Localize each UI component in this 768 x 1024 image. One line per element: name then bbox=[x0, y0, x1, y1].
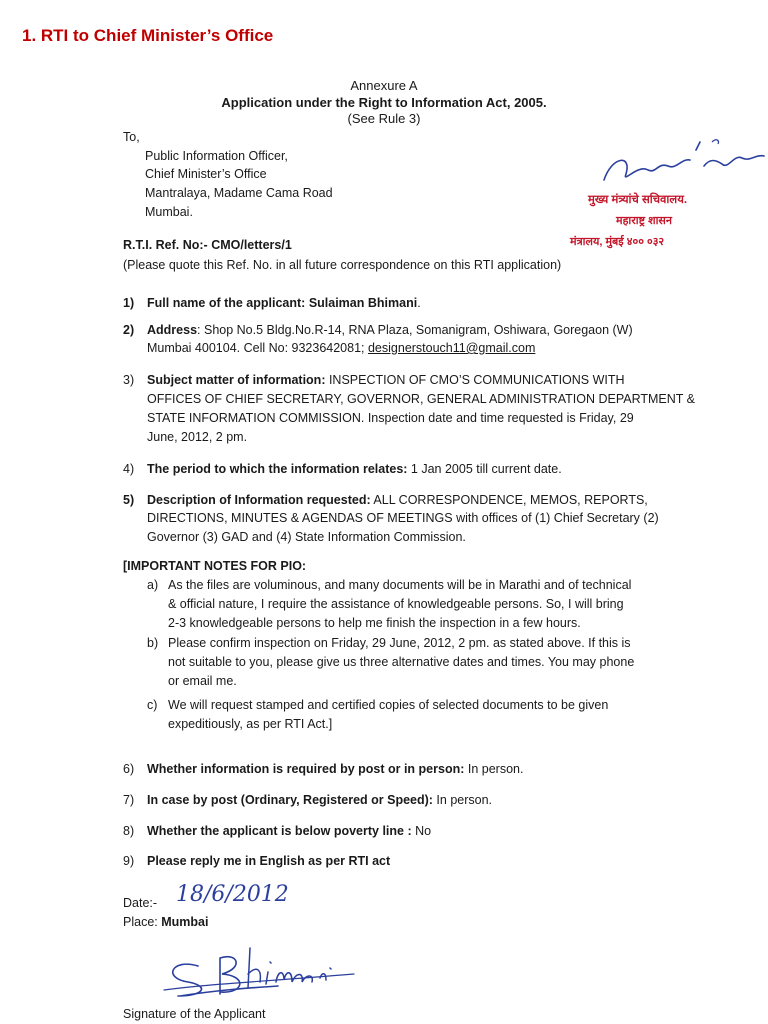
stamp-line-1: मुख्य मंत्र्यांचे सचिवालय. bbox=[588, 194, 688, 206]
item-5-line: DIRECTIONS, MINUTES & AGENDAS OF MEETINGS with offices of (1) Chief Secretary (2) bbox=[147, 511, 659, 525]
item-value: : Shop No.5 Bldg.No.R-14, RNA Plaza, Somanigram, Oshiwara, Goregaon (W) bbox=[197, 323, 633, 337]
item-value: 1 Jan 2005 till current date. bbox=[407, 462, 562, 476]
item-6 bbox=[123, 760, 523, 779]
item-value: No bbox=[411, 824, 432, 838]
item-2-line bbox=[147, 339, 535, 358]
item-number: 9) bbox=[123, 854, 135, 868]
item-label: The period to which the information relates: bbox=[147, 462, 408, 476]
item-number: 1) bbox=[123, 296, 135, 310]
date-value: 18/6/2012 bbox=[176, 882, 289, 907]
item-number: 3) bbox=[123, 373, 135, 387]
item-value: Mumbai 400104. Cell No: 9323642081; bbox=[147, 341, 368, 355]
item-label: Address bbox=[147, 323, 198, 337]
item-label: Please reply me in English as per RTI act bbox=[147, 854, 391, 868]
application-title: Application under the Right to Information Act, 2005. bbox=[221, 95, 547, 110]
item-label: In case by post (Ordinary, Registered or Speed): bbox=[147, 793, 433, 807]
item-label: Subject matter of information: bbox=[147, 373, 326, 387]
section-heading: 1. RTI to Chief Minister’s Office bbox=[22, 26, 274, 45]
ref-note: (Please quote this Ref. No. in all future correspondence on this RTI application) bbox=[123, 258, 562, 272]
date-label: Date:- bbox=[123, 896, 158, 910]
item-3-line: OFFICES OF CHIEF SECRETARY, GOVERNOR, GENERAL ADMINISTRATION DEPARTMENT & bbox=[147, 392, 695, 406]
item-label: Whether information is required by post or in person: bbox=[147, 762, 465, 776]
item-7 bbox=[123, 791, 492, 810]
item-4 bbox=[123, 460, 562, 479]
item-5 bbox=[123, 491, 648, 510]
item-2 bbox=[123, 321, 633, 340]
note-c-line: We will request stamped and certified copies of selected documents to be given bbox=[168, 698, 609, 712]
signature-image bbox=[158, 938, 368, 1002]
item-value: In person. bbox=[464, 762, 524, 776]
place-label: Place: bbox=[123, 915, 158, 929]
rule-note: (See Rule 3) bbox=[347, 111, 421, 126]
signature bbox=[158, 938, 368, 1002]
office-stamp bbox=[570, 136, 768, 256]
signature-caption: Signature of the Applicant bbox=[123, 1007, 266, 1021]
item-3-line: June, 2012, 2 pm. bbox=[147, 430, 248, 444]
annexure-title: Annexure A bbox=[350, 78, 418, 93]
item-number: 4) bbox=[123, 462, 135, 476]
item-3 bbox=[123, 371, 625, 390]
item-number: 2) bbox=[123, 323, 135, 337]
place-value: Mumbai bbox=[161, 915, 209, 929]
note-c-line: expeditiously, as per RTI Act.] bbox=[168, 717, 333, 731]
item-8 bbox=[123, 822, 431, 841]
notes-title: [IMPORTANT NOTES FOR PIO: bbox=[123, 559, 307, 573]
address-line: Public Information Officer, bbox=[145, 149, 288, 163]
item-value: . bbox=[417, 296, 421, 310]
note-b-label: b) bbox=[147, 636, 159, 650]
note-a-line: 2-3 knowledgeable persons to help me finish the inspection in a few hours. bbox=[168, 616, 581, 630]
note-a-line: & official nature, I require the assistance of knowledgeable persons. So, I will bring bbox=[168, 597, 624, 611]
address-line: Chief Minister’s Office bbox=[145, 167, 267, 181]
note-b-line: Please confirm inspection on Friday, 29 June, 2012, 2 pm. as stated above. If this is bbox=[168, 636, 631, 650]
stamp-line-2: महाराष्ट्र शासन bbox=[616, 215, 672, 227]
item-1 bbox=[123, 294, 421, 313]
note-a-line: As the files are voluminous, and many documents will be in Marathi and of technical bbox=[168, 578, 632, 592]
rti-ref-number: R.T.I. Ref. No:- CMO/letters/1 bbox=[123, 238, 292, 252]
address-line: Mumbai. bbox=[145, 205, 193, 219]
item-label: Whether the applicant is below poverty line : bbox=[147, 824, 412, 838]
item-number: 5) bbox=[123, 493, 135, 507]
place-row bbox=[123, 913, 208, 932]
note-a-label: a) bbox=[147, 578, 159, 592]
item-number: 7) bbox=[123, 793, 135, 807]
received-handwriting bbox=[592, 136, 768, 190]
item-number: 8) bbox=[123, 824, 135, 838]
item-9 bbox=[123, 852, 390, 871]
item-label: Full name of the applicant: Sulaiman Bhimani bbox=[147, 296, 418, 310]
item-3-line: STATE INFORMATION COMMISSION. Inspection date and time requested is Friday, 29 bbox=[147, 411, 634, 425]
item-value: In person. bbox=[432, 793, 493, 807]
item-value: INSPECTION OF CMO’S COMMUNICATIONS WITH bbox=[325, 373, 625, 387]
note-b-line: or email me. bbox=[168, 674, 237, 688]
stamp-line-3: मंत्रालय, मुंबई ४०० ०३२ bbox=[570, 236, 665, 248]
address-line: Mantralaya, Madame Cama Road bbox=[145, 186, 333, 200]
note-b-line: not suitable to you, please give us three alternative dates and times. You may phone bbox=[168, 655, 635, 669]
item-number: 6) bbox=[123, 762, 135, 776]
item-label: Description of Information requested: bbox=[147, 493, 371, 507]
to-line: To, bbox=[123, 130, 140, 144]
item-5-line: Governor (3) GAD and (4) State Information Commission. bbox=[147, 530, 466, 544]
note-c-label: c) bbox=[147, 698, 158, 712]
email-link[interactable]: designerstouch11@gmail.com bbox=[367, 341, 536, 355]
item-value: ALL CORRESPONDENCE, MEMOS, REPORTS, bbox=[370, 493, 648, 507]
